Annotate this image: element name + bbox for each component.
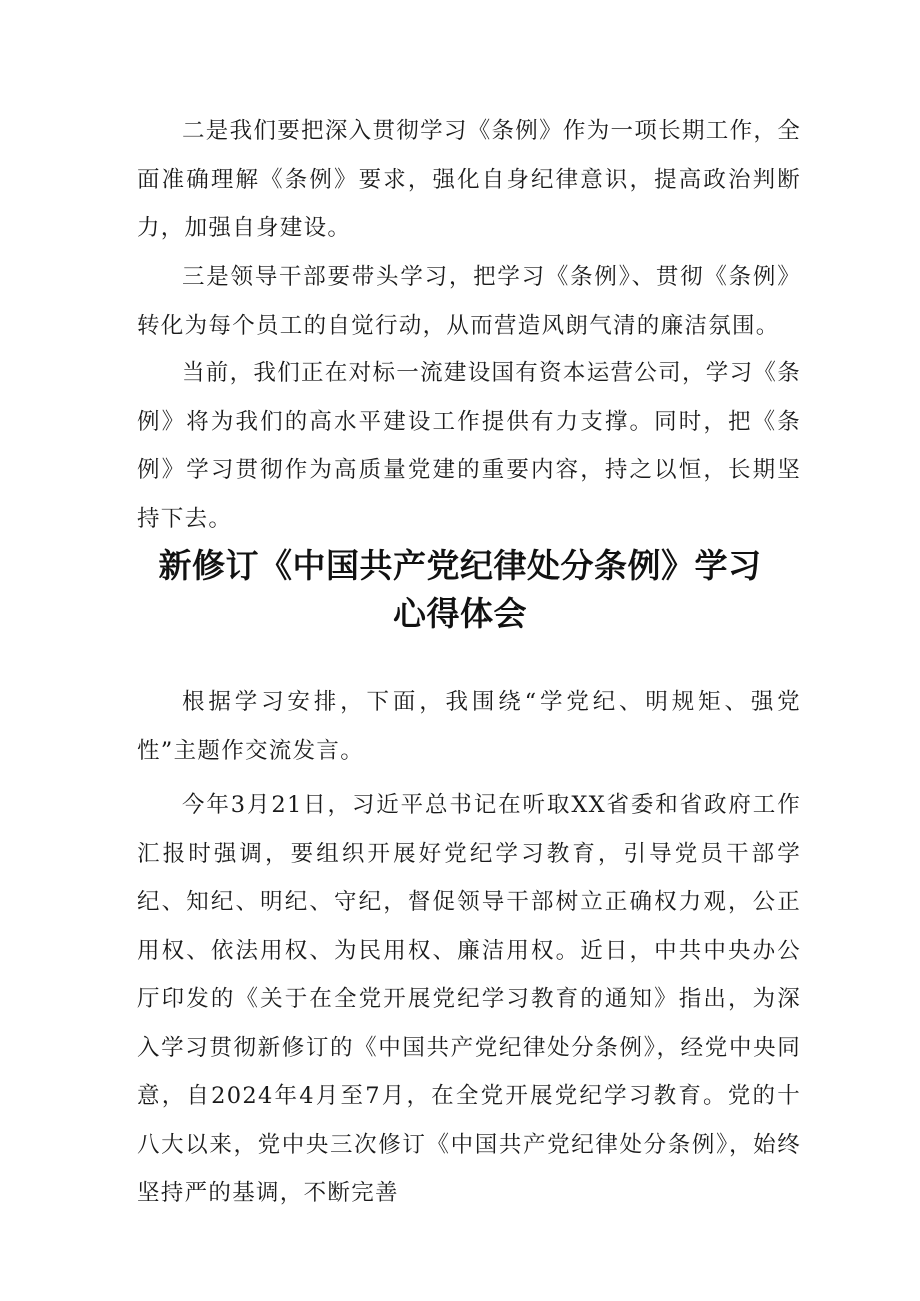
paragraph-intro: 根据学习安排，下面，我围绕“学党纪、明规矩、强党性”主题作交流发言。 <box>137 689 801 764</box>
section-title-line-1: 新修订《中国共产党纪律处分条例》学习 <box>158 546 762 585</box>
section-title <box>120 542 800 638</box>
paragraph-third-point: 三是领导干部要带头学习，把学习《条例》、贯彻《条例》转化为每个员工的自觉行动，从而营造风朗气清的廉洁氛围。 <box>137 264 801 339</box>
paragraph-second-point: 二是我们要把深入贯彻学习《条例》作为一项长期工作，全面准确理解《条例》要求，强化自身纪律意识，提高政治判断力，加强自身建设。 <box>137 118 801 241</box>
paragraph-current-situation: 当前，我们正在对标一流建设国有资本运营公司，学习《条例》将为我们的高水平建设工作提供有力支撑。同时，把《条例》学习贯彻作为高质量党建的重要内容，持之以恒，长期坚持下去。 <box>137 360 801 532</box>
paragraph-background: 今年3月21日，习近平总书记在听取XX省委和省政府工作汇报时强调，要组织开展好党纪学习教育，引导党员干部学纪、知纪、明纪、守纪，督促领导干部树立正确权力观，公正用权、依法用权、为民用权、廉洁用权。近日，中共中央办公厅印发的《关于在全党开展党纪学习教育的通知》指出，为深入学习贯彻新修订的《中国共产党纪律处分条例》，经党中央同意，自2024年4月至7月，在全党开展党纪学习教育。党的十八大以来，党中央三次修订《中国共产党纪律处分条例》，始终坚持严的基调，不断完善 <box>137 792 801 1206</box>
section-title-line-2: 心得体会 <box>393 594 527 633</box>
